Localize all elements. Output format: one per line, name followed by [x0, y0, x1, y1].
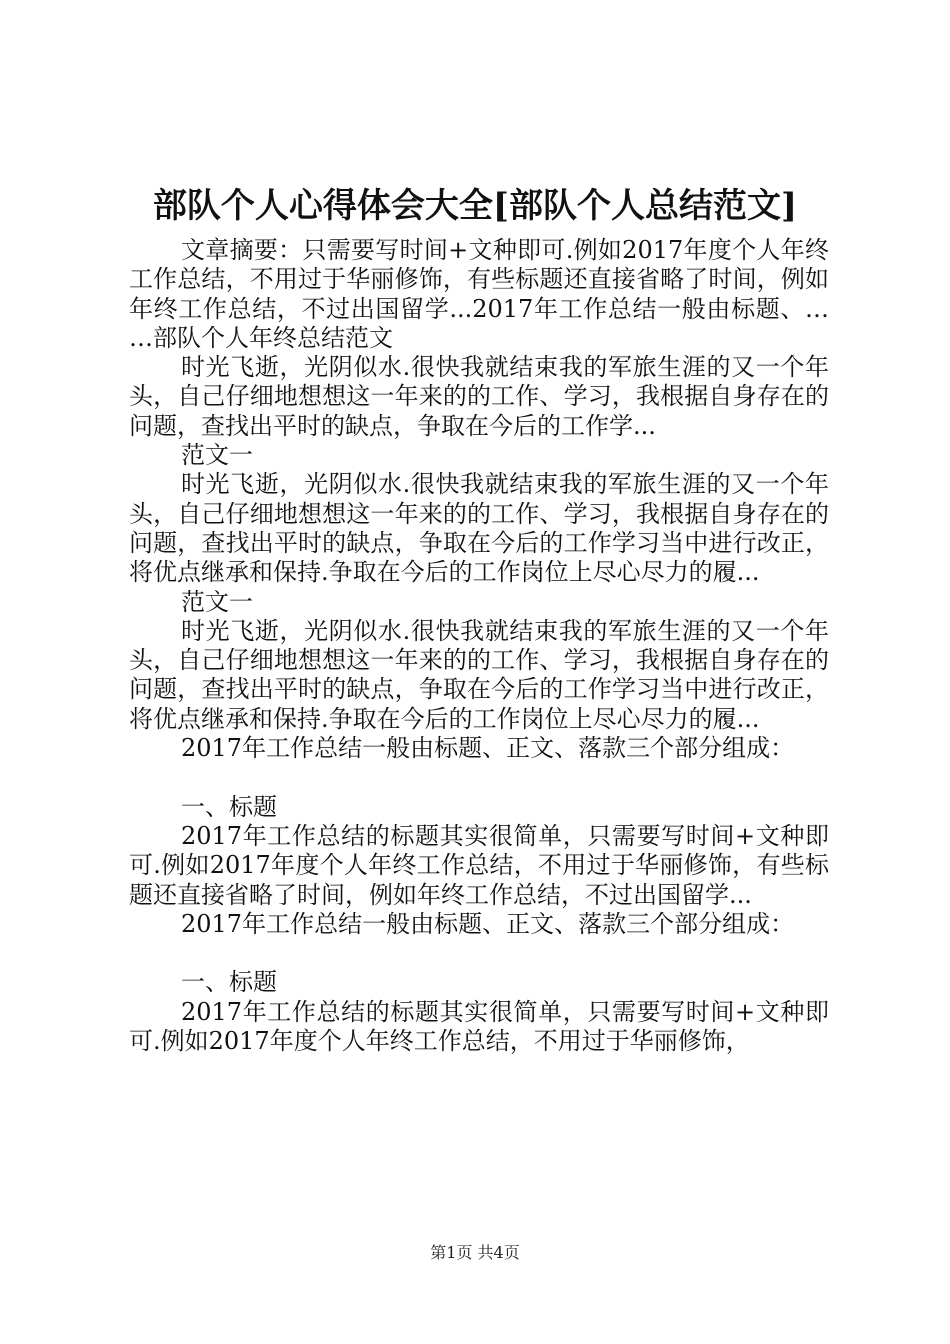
body-paragraph: 2017年工作总结一般由标题、正文、落款三个部分组成： — [181, 909, 795, 938]
section-heading: 范文一 — [181, 441, 253, 470]
body-paragraph: 2017年工作总结的标题其实很简单，只需要写时间+文种即可.例如2017年度个人年终工作总结，不用过于华丽修饰， — [129, 997, 829, 1056]
body-paragraph: 时光飞逝，光阴似水.很快我就结束我的军旅生涯的又一个年头，自己仔细地想想这一年来的的工作、学习，我根据自身存在的问题，查找出平时的缺点，争取在今后的工作学... — [129, 353, 829, 440]
document-body — [129, 236, 829, 1056]
section-heading: 一、标题 — [181, 792, 277, 821]
body-paragraph: 2017年工作总结的标题其实很简单，只需要写时间+文种即可.例如2017年度个人年终工作总结，不用过于华丽修饰，有些标题还直接省略了时间，例如年终工作总结，不过出国留学... — [129, 821, 829, 909]
page-footer: 第1页 共4页 — [430, 1243, 520, 1262]
body-paragraph: 2017年工作总结一般由标题、正文、落款三个部分组成： — [181, 734, 795, 763]
section-heading: 范文一 — [181, 587, 253, 616]
section-heading: 一、标题 — [181, 968, 277, 997]
abstract-paragraph: 文章摘要：只需要写时间+文种即可.例如2017年度个人年终工作总结，不用过于华丽修饰，有些标题还直接省略了时间，例如年终工作总结，不过出国留学...2017年工作总结一般由标题、……部队个人年终总结范文 — [129, 236, 829, 352]
document-title: 部队个人心得体会大全[部队个人总结范文] — [152, 186, 798, 226]
body-paragraph: 时光飞逝，光阴似水.很快我就结束我的军旅生涯的又一个年头，自己仔细地想想这一年来的的工作、学习，我根据自身存在的问题，查找出平时的缺点，争取在今后的工作学习当中进行改正，将优点继承和保持.争取在今后的工作岗位上尽心尽力的履... — [129, 470, 829, 587]
body-paragraph: 时光飞逝，光阴似水.很快我就结束我的军旅生涯的又一个年头，自己仔细地想想这一年来的的工作、学习，我根据自身存在的问题，查找出平时的缺点，争取在今后的工作学习当中进行改正，将优点继承和保持.争取在今后的工作岗位上尽心尽力的履... — [129, 616, 829, 733]
